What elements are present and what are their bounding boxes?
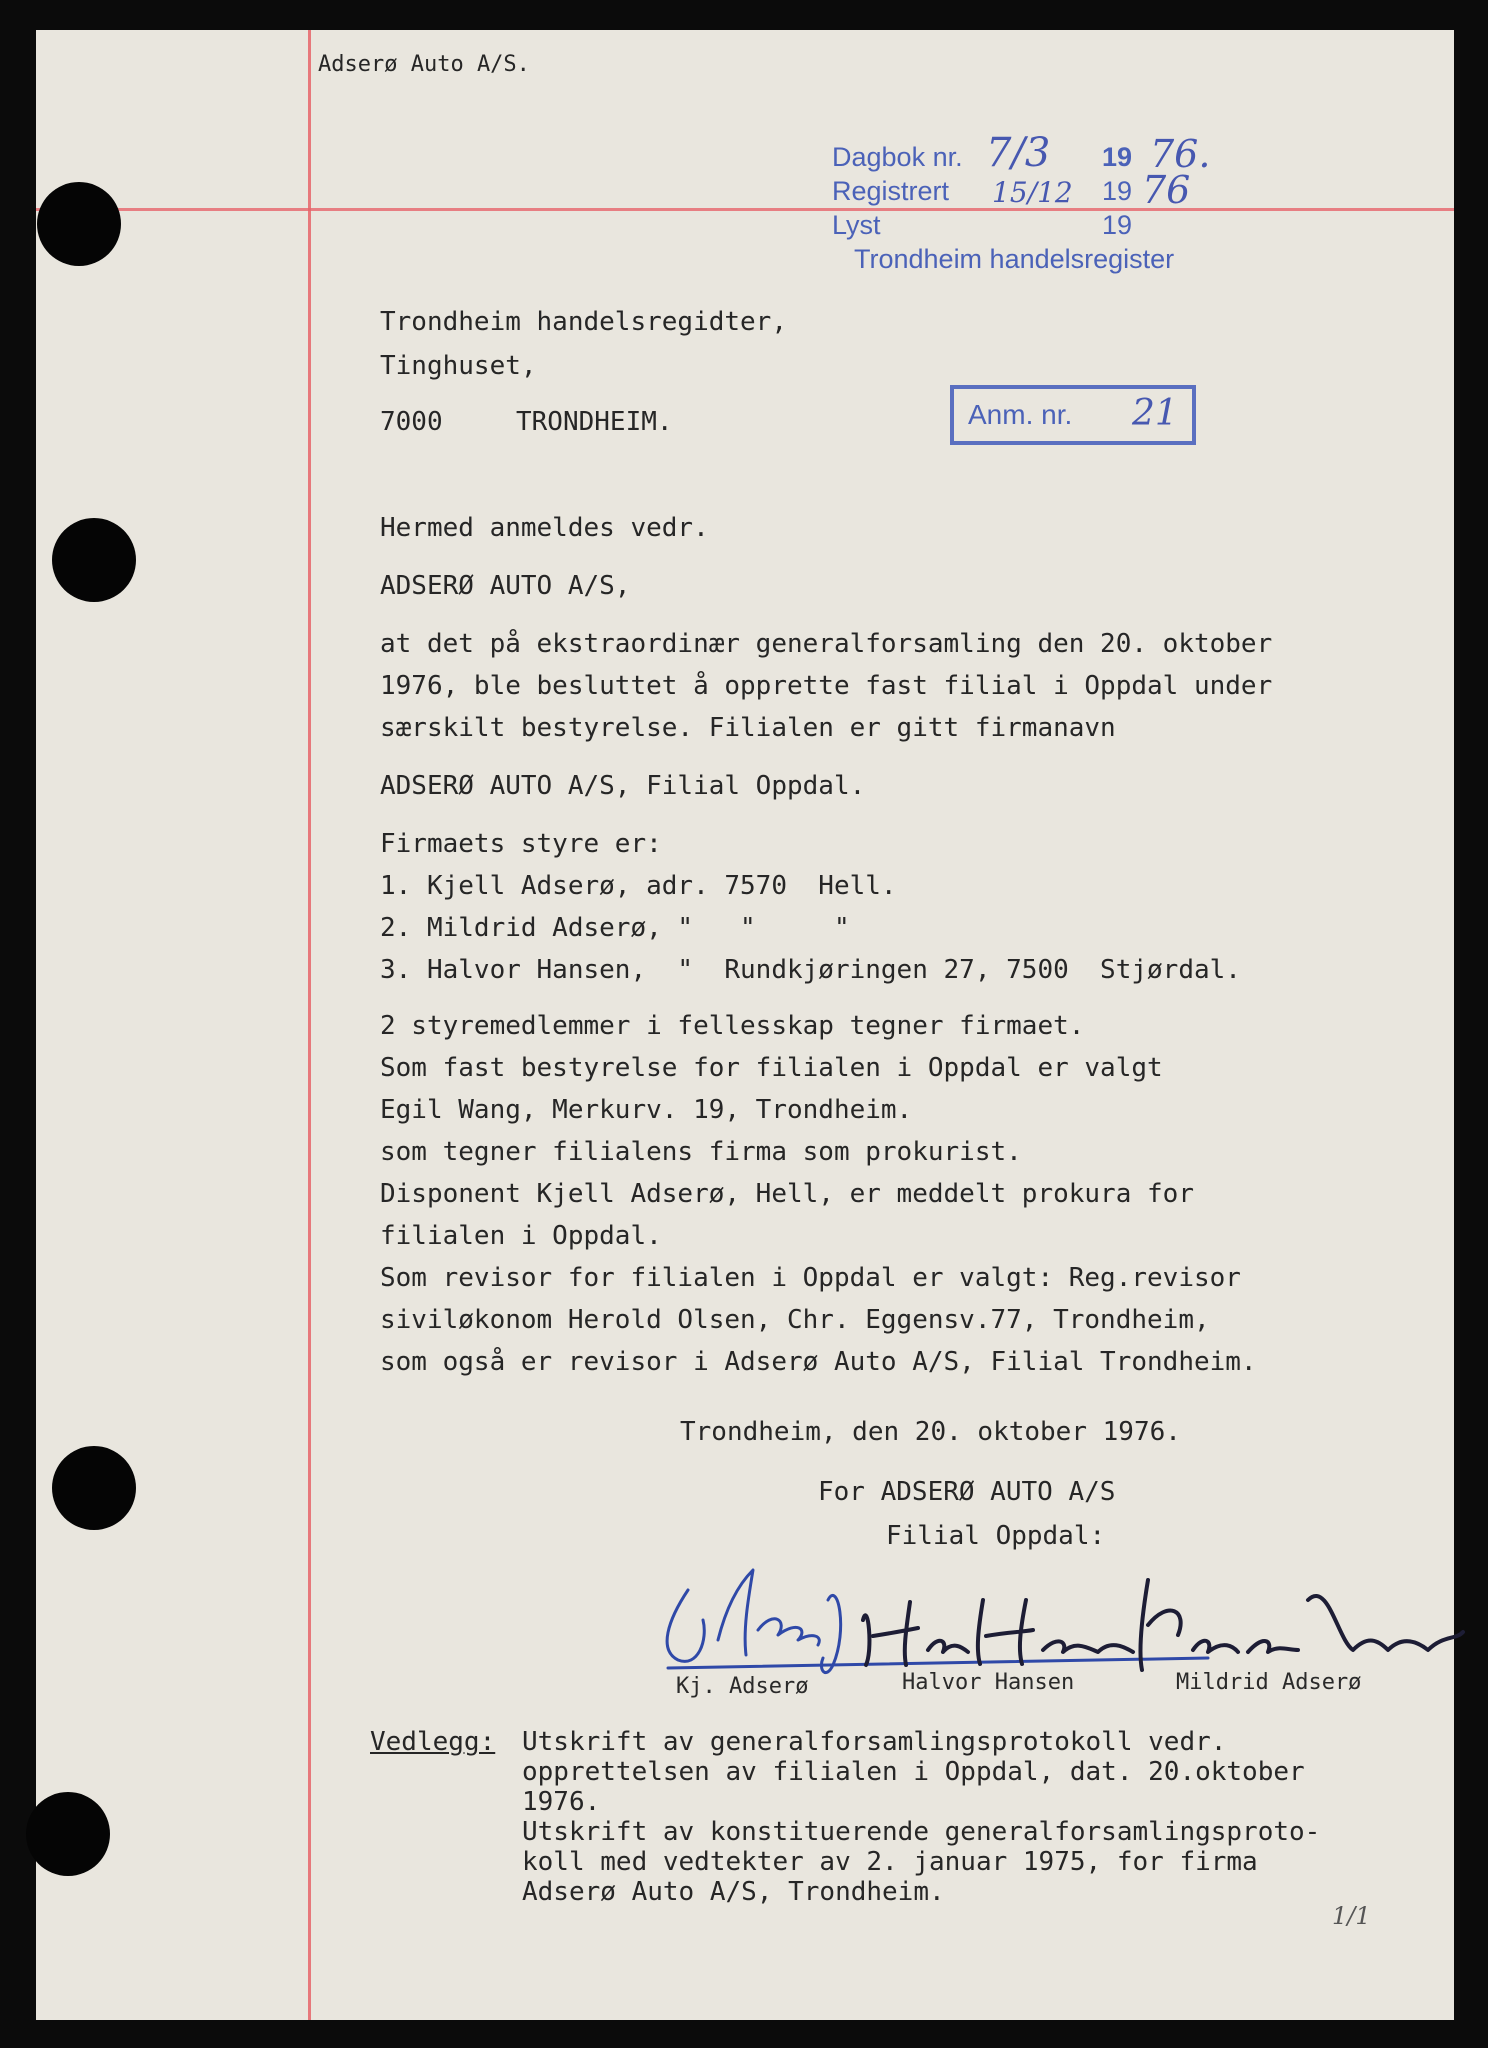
stamp-registrert-date: 15/12: [992, 176, 1073, 209]
body-line-5: Disponent Kjell Adserø, Hell, er meddelt prokura for: [380, 1179, 1194, 1209]
date-line: Trondheim, den 20. oktober 1976.: [680, 1417, 1181, 1447]
body-para-line-1: at det på ekstraordinær generalforsamling den 20. oktober: [380, 629, 1273, 659]
vedlegg-label: Vedlegg:: [370, 1727, 496, 1757]
body-line-4: som tegner filialens firma som prokurist.: [380, 1137, 1022, 1167]
anm-nr-stamp: [950, 385, 1196, 445]
board-member-3: 3. Halvor Hansen, " Rundkjøringen 27, 7500 Stjørdal.: [380, 955, 1241, 985]
address-city: TRONDHEIM.: [516, 407, 673, 437]
body-intro: Hermed anmeldes vedr.: [380, 513, 709, 543]
page-number-mark: 1/1: [1332, 1902, 1371, 1930]
body-line-7: Som revisor for filialen i Oppdal er valgt: Reg.revisor: [380, 1263, 1241, 1293]
punch-hole: [52, 518, 136, 602]
body-line-3: Egil Wang, Merkurv. 19, Trondheim.: [380, 1095, 913, 1125]
stamp-dagbok-year: 19: [1102, 142, 1133, 172]
board-member-2: 2. Mildrid Adserø, " " ": [380, 913, 850, 943]
address-line-2: Tinghuset,: [380, 351, 537, 381]
document-page: [36, 30, 1454, 2020]
vedlegg-line-1: Utskrift av generalforsamlingsprotokoll vedr.: [522, 1727, 1227, 1757]
address-line-1: Trondheim handelsregidter,: [380, 307, 787, 337]
board-heading: Firmaets styre er:: [380, 829, 662, 859]
for-line-2: Filial Oppdal:: [886, 1521, 1106, 1551]
for-line-1: For ADSERØ AUTO A/S: [818, 1477, 1116, 1507]
body-firm-name: ADSERØ AUTO A/S, Filial Oppdal.: [380, 771, 866, 801]
stamp-dagbok-label: Dagbok nr.: [832, 142, 963, 172]
vedlegg-line-4: Utskrift av konstituerende generalforsamlingsproto-: [522, 1817, 1321, 1847]
stamp-registrert-year: 19: [1102, 176, 1133, 206]
stamp-registrert-label: Registrert: [832, 176, 950, 206]
body-company: ADSERØ AUTO A/S,: [380, 571, 631, 601]
letterhead-company: Adserø Auto A/S.: [318, 52, 530, 77]
stamp-register-name: Trondheim handelsregister: [854, 244, 1175, 274]
body-line-9: som også er revisor i Adserø Auto A/S, Filial Trondheim.: [380, 1347, 1257, 1377]
red-margin-line: [308, 30, 311, 2020]
signatory-name-1: Kj. Adserø: [676, 1674, 809, 1699]
stamp-dagbok-number: 7/3: [986, 130, 1051, 176]
vedlegg-line-5: koll med vedtekter av 2. januar 1975, for firma: [522, 1847, 1258, 1877]
punch-hole: [52, 1446, 136, 1530]
stamp-dagbok-year-hand: 76.: [1150, 132, 1211, 176]
body-line-1: 2 styremedlemmer i fellesskap tegner firmaet.: [380, 1011, 1085, 1041]
red-header-line: [36, 208, 1454, 211]
body-line-2: Som fast bestyrelse for filialen i Oppdal er valgt: [380, 1053, 1163, 1083]
body-line-6: filialen i Oppdal.: [380, 1221, 662, 1251]
vedlegg-line-2: opprettelsen av filialen i Oppdal, dat. 20.oktober: [522, 1757, 1305, 1787]
stamp-registrert-year-hand: 76: [1142, 168, 1191, 212]
body-line-8: siviløkonom Herold Olsen, Chr. Eggensv.77, Trondheim,: [380, 1305, 1210, 1335]
body-para-line-3: særskilt bestyrelse. Filialen er gitt firmanavn: [380, 713, 1116, 743]
address-postcode: 7000: [380, 407, 443, 437]
punch-hole: [37, 182, 121, 266]
signatory-name-3: Mildrid Adserø: [1176, 1670, 1362, 1695]
anm-nr-number: 21: [1132, 393, 1178, 434]
punch-hole: [26, 1792, 110, 1876]
anm-nr-label: Anm. nr.: [968, 399, 1073, 430]
vedlegg-line-6: Adserø Auto A/S, Trondheim.: [522, 1877, 945, 1907]
signatory-name-2: Halvor Hansen: [902, 1670, 1075, 1695]
stamp-lyst-year: 19: [1102, 210, 1133, 240]
stamp-lyst-label: Lyst: [832, 210, 881, 240]
body-para-line-2: 1976, ble besluttet å opprette fast filial i Oppdal under: [380, 671, 1273, 701]
vedlegg-line-3: 1976.: [522, 1787, 601, 1817]
board-member-1: 1. Kjell Adserø, adr. 7570 Hell.: [380, 871, 897, 901]
